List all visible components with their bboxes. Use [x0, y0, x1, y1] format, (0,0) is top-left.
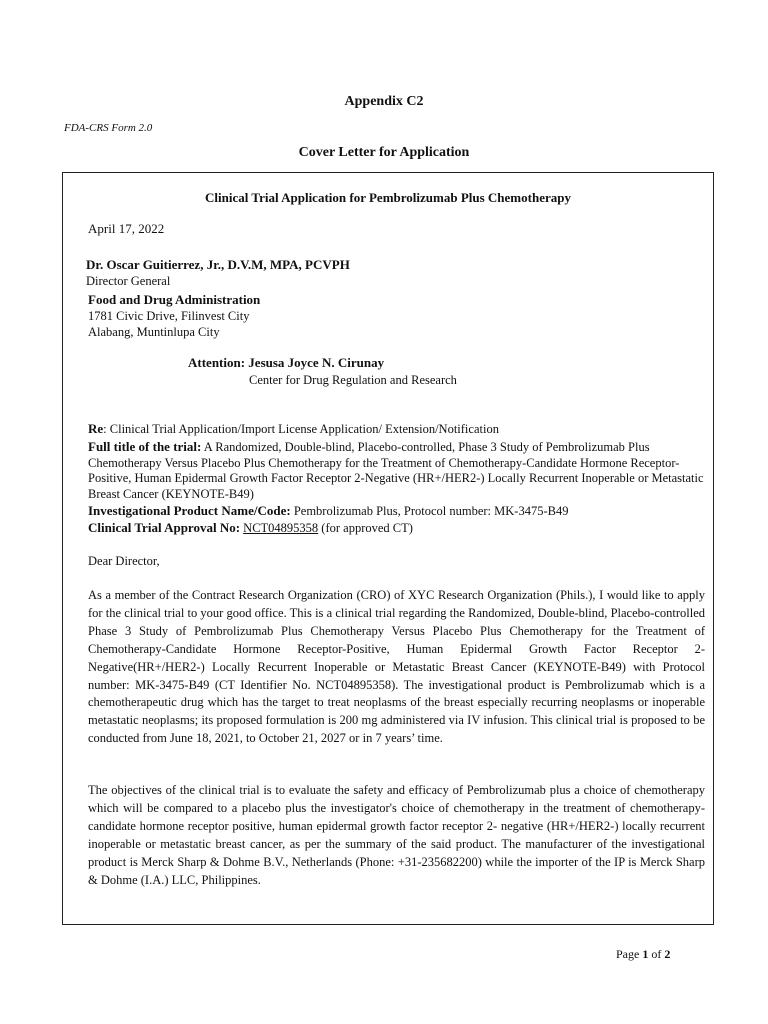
- product-line: [88, 503, 568, 519]
- attention-department: Center for Drug Regulation and Research: [249, 373, 457, 387]
- approval-number-link[interactable]: NCT04895358: [243, 521, 319, 535]
- full-title-block: [88, 439, 708, 502]
- page-word: Page: [616, 947, 643, 961]
- cover-letter-title: Cover Letter for Application: [298, 145, 470, 160]
- addressee-name: Dr. Oscar Guitierrez, Jr., D.V.M, MPA, PCVPH: [86, 257, 350, 272]
- page-of: of: [648, 947, 665, 961]
- product-label: Investigational Product Name/Code:: [88, 503, 291, 518]
- addressee-street: 1781 Civic Drive, Filinvest City: [88, 309, 250, 323]
- addressee-city: Alabang, Muntinlupa City: [88, 325, 220, 339]
- attention-line: Attention: Jesusa Joyce N. Cirunay: [188, 355, 385, 370]
- appendix-heading: Appendix C2: [344, 94, 424, 109]
- re-text: : Clinical Trial Application/Import License Application/ Extension/Notification: [103, 422, 499, 436]
- page-number: [616, 947, 670, 962]
- addressee-organization: Food and Drug Administration: [88, 292, 261, 307]
- product-text: Pembrolizumab Plus, Protocol number: MK-3475-B49: [290, 504, 569, 518]
- approval-line: [88, 520, 413, 536]
- body-paragraph-1: As a member of the Contract Research Organization (CRO) of XYC Research Organization (Phils.), I would like to apply for the clinical trial to your good office. This is a clinical trial regarding the Randomized, Double-blind, Placebo-controlled Phase 3 Study of Pembrolizumab Plus Chemotherapy Versus Placebo Plus Chemotherapy for the Treatment of Chemotherapy-Candidate Hormone Receptor-Positive, Human Epidermal Growth Factor Receptor 2-Negative(HR+/HER2-) Locally Recurrent Inoperable or Metastatic Breast Cancer (KEYNOTE-B49) with Protocol number: MK-3475-B49 (CT Identifier No. NCT04895358). The investigational product is Pembrolizumab which is a chemotherapeutic drug which has the target to treat neoplasms of the breast especially recurring neoplasms or inoperable metastatic neoplasms; its proposed formulation is 200 mg administered via IV infusion. This clinical trial is proposed to be conducted from June 18, 2021, to October 21, 2027 or in 7 years’ time.: [88, 588, 705, 746]
- salutation: Dear Director,: [88, 554, 160, 568]
- approval-label: Clinical Trial Approval No:: [88, 520, 241, 535]
- body-paragraph-2: The objectives of the clinical trial is to evaluate the safety and efficacy of Pembrolizumab plus a choice of chemotherapy which will be compared to a placebo plus the investigator's choice of chemotherapy in the treatment of chemotherapy-candidate hormone receptor positive, human epidermal growth factor receptor 2- negative (HR+/HER2-) locally recurrent inoperable or metastatic breast cancer, as per the summary of the said product. The manufacturer of the investigational product is Merck Sharp & Dohme B.V., Netherlands (Phone: +31-235682200) while the importer of the IP is Merck Sharp & Dohme (I.A.) LLC, Philippines.: [88, 783, 705, 887]
- re-line: [88, 421, 499, 437]
- page-current: 1: [642, 947, 649, 961]
- letter-date: April 17, 2022: [88, 221, 165, 236]
- re-label: Re: [88, 421, 104, 436]
- form-identifier: FDA-CRS Form 2.0: [64, 122, 153, 134]
- page-total: 2: [664, 947, 671, 961]
- letter-title: Clinical Trial Application for Pembrolizumab Plus Chemotherapy: [205, 190, 571, 205]
- approval-note: (for approved CT): [318, 521, 413, 535]
- full-title-text: A Randomized, Double-blind, Placebo-controlled, Phase 3 Study of Pembrolizumab Plus Chemotherapy Versus Placebo Plus Chemotherapy for the Treatment of Chemotherapy-Candidate Hormone Receptor-Positive, Human Epidermal Growth Factor Receptor 2-Negative (HR+/HER2-) Locally Recurrent Inoperable or Metastatic Breast Cancer (KEYNOTE-B49): [88, 440, 704, 501]
- addressee-role: Director General: [86, 274, 171, 288]
- full-title-label: Full title of the trial:: [88, 439, 202, 454]
